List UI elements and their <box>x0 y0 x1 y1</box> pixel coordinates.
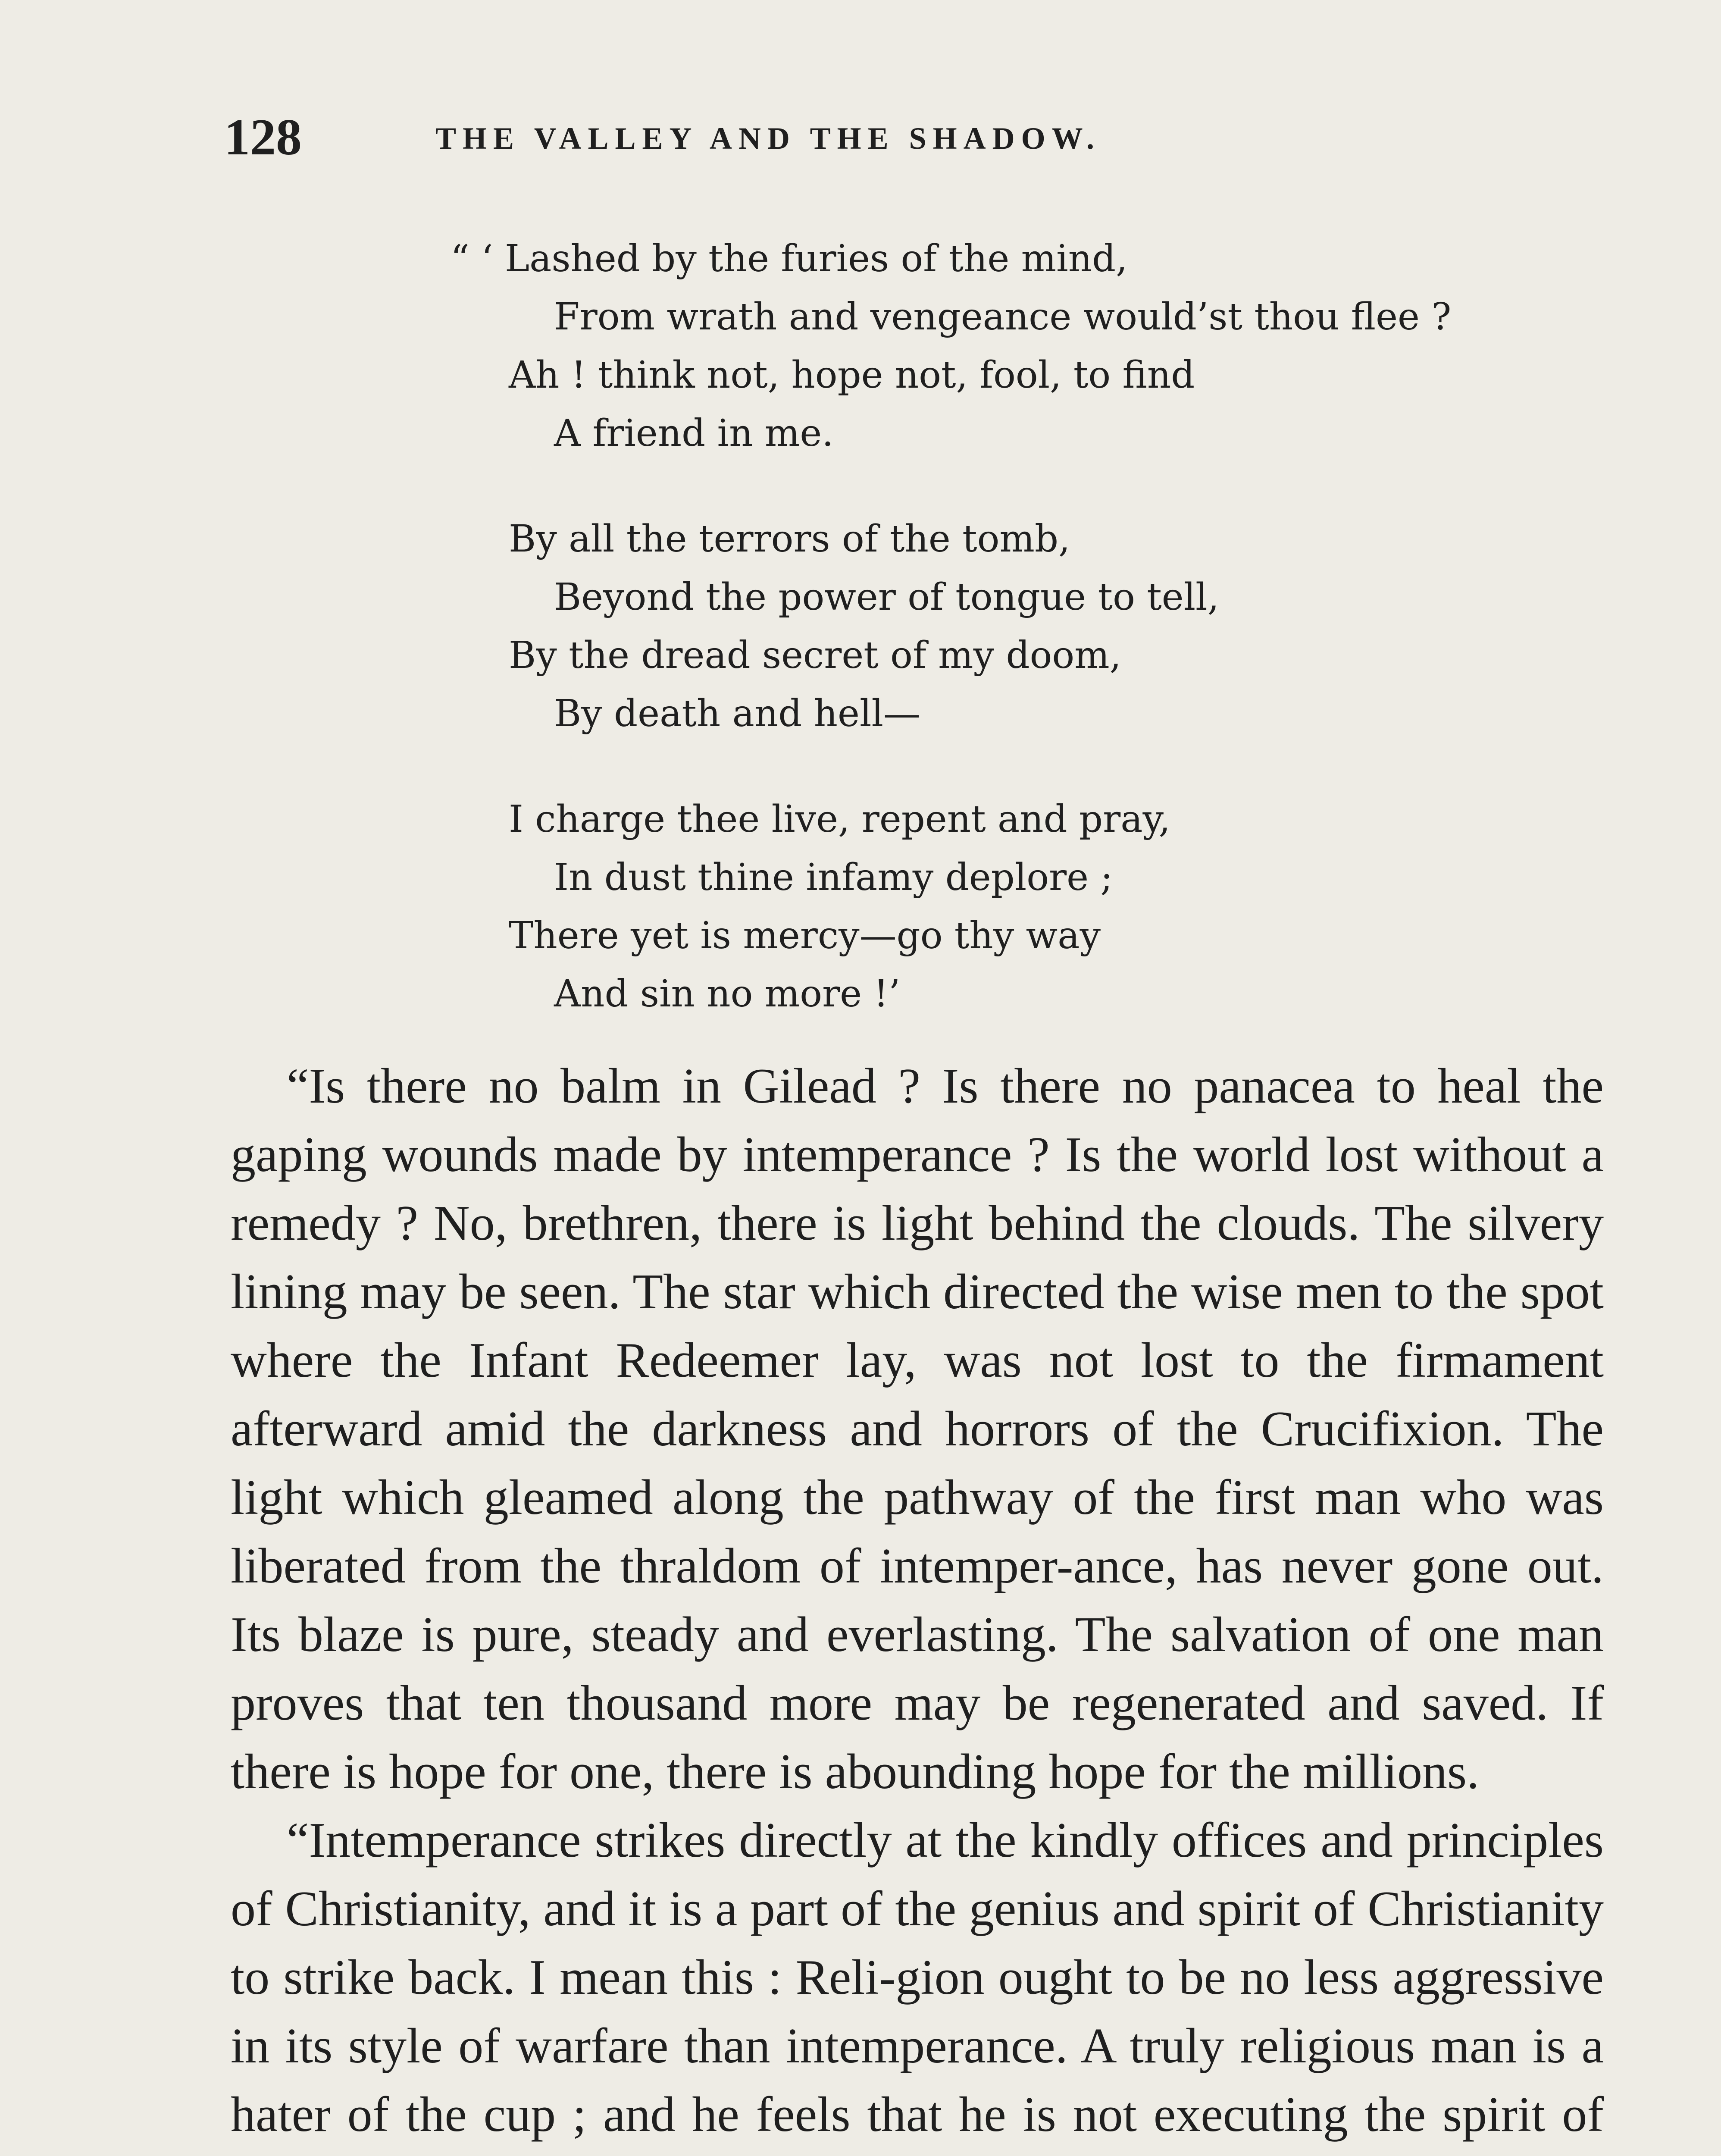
poem-line: “ ‘ Lashed by the furies of the mind, <box>451 237 1128 280</box>
page-header <box>224 107 1431 167</box>
poem-line: In dust thine infamy deplore ; <box>554 856 1113 899</box>
poem-line: From wrath and vengeance would’st thou flee ? <box>554 295 1452 338</box>
poem-line: There yet is mercy—go thy way <box>509 914 1101 957</box>
body-text <box>231 1052 1604 2156</box>
paragraph-2: “Intemperance strikes directly at the kindly offices and principles of Christianity, and it is a part of the genius and spirit of Christianity to strike back. I mean this : Reli-gion ought to be no less aggressive in its style of warfare than intemperance. A truly religious man is a hater of the cup ; and he feels that he is not executing the spirit of <box>231 1813 1604 2142</box>
poem-line: By all the terrors of the tomb, <box>509 517 1070 561</box>
poem-line: I charge thee live, repent and pray, <box>509 798 1170 841</box>
poem-line: And sin no more !’ <box>554 972 901 1015</box>
poem-line: A friend in me. <box>554 412 834 455</box>
poem-line: Ah ! think not, hope not, fool, to find <box>509 354 1195 397</box>
paragraph-1: “Is there no balm in Gilead ? Is there no panacea to heal the gaping wounds made by intemperance ? Is the world lost without a remedy ? No, brethren, there is light behind the clouds. The silvery lining may be seen. The star which directed the wise men to the spot where the Infant Redeemer lay, was not lost to the firmament afterward amid the darkness and horrors of the Crucifixion. The light which gleamed along the pathway of the first man who was liberated from the thraldom of intemper-ance, has never gone out. Its blaze is pure, steady and everlasting. The salvation of one man proves that ten thousand more may be regenerated and saved. If there is hope for one, there is abounding hope for the millions. <box>231 1059 1604 1799</box>
running-head: THE VALLEY AND THE SHADOW. <box>435 121 1101 156</box>
page-number: 128 <box>224 108 302 166</box>
poem-line: By death and hell— <box>554 692 920 735</box>
poem-line: By the dread secret of my doom, <box>509 634 1122 677</box>
poem-line: Beyond the power of tongue to tell, <box>554 576 1220 619</box>
